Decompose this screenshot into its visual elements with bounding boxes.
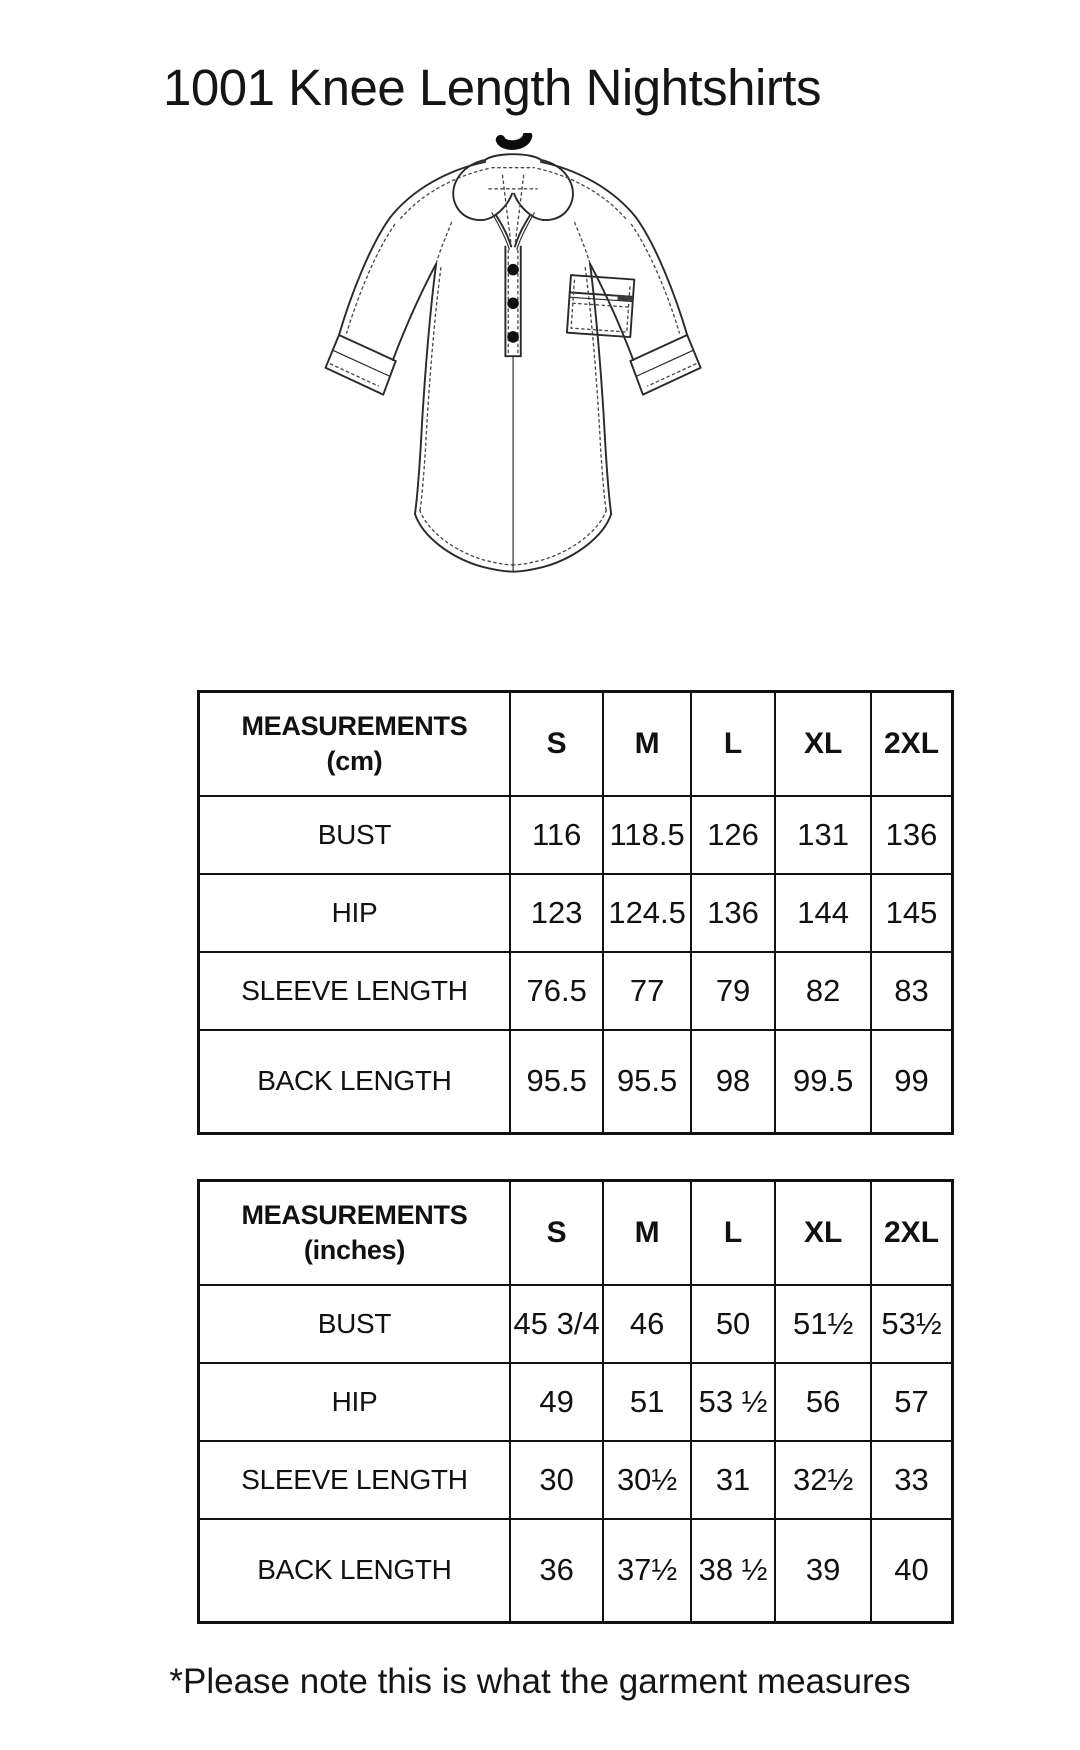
unit-label: (cm) xyxy=(326,745,383,776)
measurement-value: 99 xyxy=(871,1030,952,1134)
nightshirt-illustration xyxy=(0,133,1080,614)
measurement-value: 40 xyxy=(871,1519,952,1623)
measurement-value: 49 xyxy=(510,1363,603,1441)
measurement-value: 37½ xyxy=(603,1519,690,1623)
size-table-cm xyxy=(197,690,954,1135)
measurement-value: 50 xyxy=(691,1285,775,1363)
measurement-label: SLEEVE LENGTH xyxy=(199,1441,510,1519)
button-top xyxy=(507,264,519,276)
shoulder-left xyxy=(390,162,485,218)
measurement-value: 136 xyxy=(691,874,775,952)
measurement-value: 131 xyxy=(775,796,871,874)
table-row-back-length xyxy=(199,1030,953,1134)
size-column-header-2xl: 2XL xyxy=(871,1181,952,1285)
hem xyxy=(415,514,513,572)
measurement-value: 83 xyxy=(871,952,952,1030)
size-column-header-l: L xyxy=(691,1181,775,1285)
measurement-value: 45 3/4 xyxy=(510,1285,603,1363)
size-column-header-m: M xyxy=(603,692,690,796)
page-title: 1001 Knee Length Nightshirts xyxy=(163,59,821,116)
table-row-back-length xyxy=(199,1519,953,1623)
measurement-value: 145 xyxy=(871,874,952,952)
measurement-value: 30 xyxy=(510,1441,603,1519)
button-middle xyxy=(507,298,519,310)
table-row-hip xyxy=(199,1363,953,1441)
measurement-value: 123 xyxy=(510,874,603,952)
measurement-value: 57 xyxy=(871,1363,952,1441)
nightshirt-sketch-svg xyxy=(313,133,717,614)
size-column-header-m: M xyxy=(603,1181,690,1285)
sleeve-left xyxy=(339,218,390,335)
shoulder-right xyxy=(541,162,636,218)
measurement-value: 36 xyxy=(510,1519,603,1623)
hanger-hook xyxy=(501,136,528,145)
measurement-value: 116 xyxy=(510,796,603,874)
measurement-value: 53½ xyxy=(871,1285,952,1363)
size-column-header-xl: XL xyxy=(775,692,871,796)
measurements-label: MEASUREMENTS xyxy=(241,710,468,741)
measurement-value: 31 xyxy=(691,1441,775,1519)
table-row-bust xyxy=(199,796,953,874)
measurement-value: 144 xyxy=(775,874,871,952)
measurement-value: 118.5 xyxy=(603,796,690,874)
table-header-row xyxy=(199,692,953,796)
measurement-value: 33 xyxy=(871,1441,952,1519)
size-column-header-s: S xyxy=(510,1181,603,1285)
measurements-label: MEASUREMENTS xyxy=(241,1199,468,1230)
measurement-label: BUST xyxy=(199,1285,510,1363)
measurement-label: BACK LENGTH xyxy=(199,1030,510,1134)
garment-measures-footnote: *Please note this is what the garment measures xyxy=(169,1662,911,1701)
measurement-label: BUST xyxy=(199,796,510,874)
measurement-value: 99.5 xyxy=(775,1030,871,1134)
cuff-right xyxy=(630,335,700,395)
measurement-value: 53 ½ xyxy=(691,1363,775,1441)
measurement-value: 30½ xyxy=(603,1441,690,1519)
table-row-sleeve-length xyxy=(199,952,953,1030)
measurement-value: 51½ xyxy=(775,1285,871,1363)
measurement-value: 95.5 xyxy=(510,1030,603,1134)
measurement-value: 124.5 xyxy=(603,874,690,952)
measurements-header-cell-cm xyxy=(199,692,510,796)
measurements-header-cell-inches xyxy=(199,1181,510,1285)
measurement-value: 82 xyxy=(775,952,871,1030)
measurement-value: 98 xyxy=(691,1030,775,1134)
cuff-left xyxy=(326,335,396,395)
table-row-bust xyxy=(199,1285,953,1363)
measurement-value: 79 xyxy=(691,952,775,1030)
measurement-value: 32½ xyxy=(775,1441,871,1519)
measurement-label: HIP xyxy=(199,1363,510,1441)
size-table-inches xyxy=(197,1179,954,1624)
size-column-header-s: S xyxy=(510,692,603,796)
measurement-value: 126 xyxy=(691,796,775,874)
table-row-sleeve-length xyxy=(199,1441,953,1519)
collar-band xyxy=(485,154,541,160)
measurement-label: BACK LENGTH xyxy=(199,1519,510,1623)
sleeve-right xyxy=(636,218,687,335)
measurement-value: 136 xyxy=(871,796,952,874)
table-header-row xyxy=(199,1181,953,1285)
measurement-label: HIP xyxy=(199,874,510,952)
size-column-header-l: L xyxy=(691,692,775,796)
measurement-value: 46 xyxy=(603,1285,690,1363)
size-column-header-2xl: 2XL xyxy=(871,692,952,796)
size-column-header-xl: XL xyxy=(775,1181,871,1285)
table-row-hip xyxy=(199,874,953,952)
measurement-value: 77 xyxy=(603,952,690,1030)
measurement-value: 56 xyxy=(775,1363,871,1441)
measurement-value: 39 xyxy=(775,1519,871,1623)
unit-label: (inches) xyxy=(303,1234,406,1265)
measurement-value: 95.5 xyxy=(603,1030,690,1134)
measurement-value: 76.5 xyxy=(510,952,603,1030)
measurement-value: 51 xyxy=(603,1363,690,1441)
measurement-value: 38 ½ xyxy=(691,1519,775,1623)
measurement-label: SLEEVE LENGTH xyxy=(199,952,510,1030)
button-bottom xyxy=(507,331,519,343)
